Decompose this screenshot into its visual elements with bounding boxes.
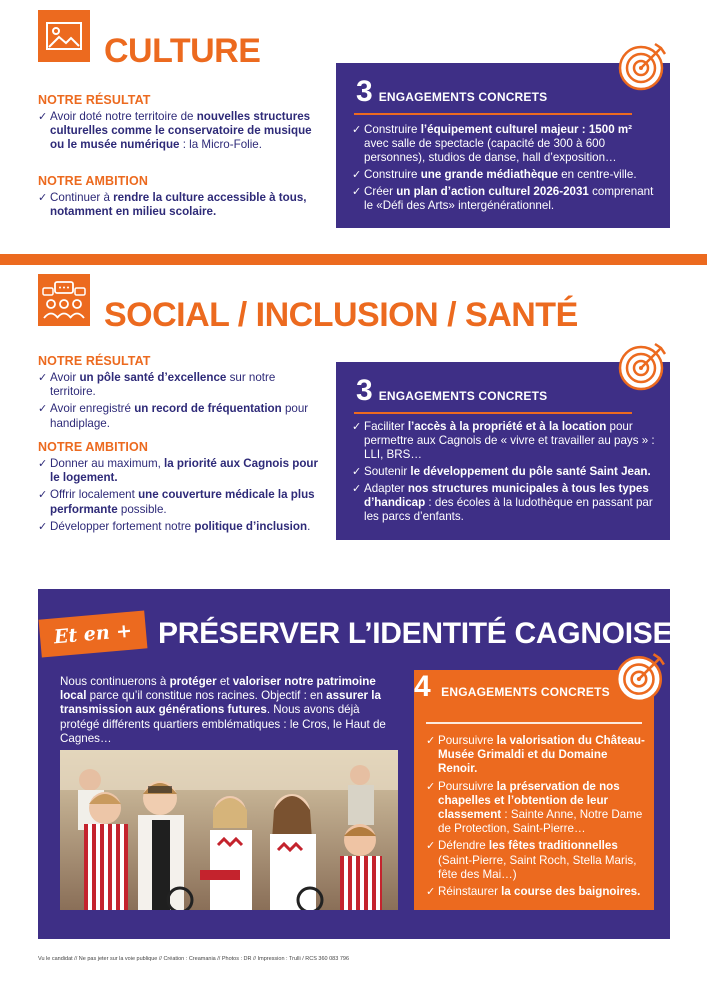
checklist-item [352,168,658,182]
body-text: Donner au maximum, [50,457,165,470]
engagements-number: 3 [356,374,373,407]
emphasis-text: politique d’inclusion [194,519,308,533]
body-text: pour permettre aux Cagnois de « vivre et travailler au pays » : LLI, BRS… [364,420,655,461]
body-text: Avoir [50,371,80,384]
body-text: Développer fortement notre [50,519,195,533]
children-parade-photo [60,750,398,910]
body-text: Créer [364,185,397,198]
emphasis-text: assurer la transmission aux générations futures [60,689,381,717]
image-icon [38,10,90,62]
emphasis-text: l’équipement culturel majeur : 1500 m² [420,123,633,136]
social-resultat-list [38,371,322,434]
section-title-social: SOCIAL / INCLUSION / SANTÉ [104,296,578,334]
checklist-item [38,457,322,485]
identite-engagements-box [414,670,654,910]
badge-text: Et en + [53,619,133,649]
people-discussion-icon [38,274,90,326]
body-text: . Nous avons déjà protégé différents quartiers emblématiques : le Cros, le Haut de Cagnes… [60,703,386,745]
culture-resultat-list [38,110,328,156]
emphasis-text: rendre la culture accessible à tous, notamment en milieu scolaire. [50,191,307,219]
checklist-item [352,482,658,524]
body-text: : des écoles à la ludothèque en passant par les parcs d’enfants. [364,496,653,523]
emphasis-text: la valorisation du Château-Musée Grimaldi et du Domaine Renoir. [438,734,645,776]
identite-intro-text [60,675,400,746]
body-text: Réinstaurer [438,885,502,899]
body-text: Nous continuerons à [60,675,170,688]
section-title-identite: PRÉSERVER L’IDENTITÉ CAGNOISE [158,617,673,650]
checklist-item [38,191,328,219]
emphasis-text: le développement du pôle santé Saint Jean. [410,465,651,478]
body-text: et [216,675,233,688]
body-text: Offrir localement [50,488,139,502]
target-icon [617,40,669,92]
body-text: Construire [364,168,421,181]
section-separator [0,254,707,265]
body-text: . [307,519,311,533]
engagements-label: ENGAGEMENTS CONCRETS [378,90,548,104]
body-text: Adapter [364,482,408,495]
body-text: (Saint-Pierre, Saint Roch, Stella Maris, fête des Mai…) [438,853,637,881]
engagements-number: 4 [414,670,431,703]
checklist-item [352,420,658,462]
checklist-item [426,885,648,899]
body-text: Construire [364,123,421,136]
body-text: pour handiplage. [50,402,309,430]
target-icon [614,650,668,704]
engagements-label: ENGAGEMENTS CONCRETS [378,389,548,403]
section-title-culture: CULTURE [104,32,261,70]
body-text: Soutenir [364,465,411,478]
footer-legal: Vu le candidat // Ne pas jeter sur la voie publique // Création : Creamania // Photos : DR // Impression : Trulli / RCS 360 083 796 [38,956,350,962]
divider [426,722,642,724]
engagements-header [356,75,547,109]
body-text: Défendre [438,839,489,853]
body-text: sur notre territoire. [50,371,276,399]
social-ambition-list [38,457,322,537]
emphasis-text: l’accès à la propriété et à la location [407,420,607,433]
checklist-item [352,465,658,479]
emphasis-text: une couverture médicale la plus performante [50,488,315,516]
emphasis-text: nouvelles structures culturelles comme le conservatoire de musique ou le musée numérique [50,110,312,152]
checklist-item [38,371,322,399]
engagements-label: ENGAGEMENTS CONCRETS [441,685,610,699]
social-resultat-heading: NOTRE RÉSULTAT [38,354,151,368]
checklist-item [38,110,328,153]
emphasis-text: une grande médiathèque [420,168,558,181]
emphasis-text: la course des baignoires. [501,885,641,899]
identite-engagements-list [426,734,648,902]
body-text: parce qu’il constitue nos racines. Objectif : en [86,689,327,703]
emphasis-text: un plan d’action culturel 2026-2031 [396,185,589,198]
emphasis-text: la priorité aux Cagnois pour le logement. [50,457,319,485]
body-text: Poursuivre [438,734,497,747]
engagements-number: 3 [356,75,373,108]
checklist-item [38,402,322,430]
culture-ambition-list [38,191,328,222]
emphasis-text: la préservation de nos chapelles et l’obtention de leur classement [438,779,620,822]
emphasis-text: nos structures municipales à tous les types d’handicap [364,482,649,509]
checklist-item [352,185,658,213]
emphasis-text: valoriser notre patrimoine local [60,675,376,703]
checklist-item [38,488,322,516]
body-text: comprenant le «Défi des Arts» intergénérationnel. [364,185,654,212]
target-icon [617,340,669,392]
body-text: : la Micro-Folie. [179,138,262,152]
checklist-item [426,780,648,837]
culture-ambition-heading: NOTRE AMBITION [38,174,148,188]
checklist-item [426,839,648,882]
body-text: Continuer à [50,191,114,204]
social-engagements-list [352,420,658,527]
divider [354,113,632,115]
emphasis-text: protéger [169,675,217,688]
checklist-item [352,123,658,165]
body-text: possible. [117,502,167,516]
emphasis-text: un record de fréquentation [134,402,282,416]
divider [354,412,632,414]
body-text: Avoir enregistré [50,402,135,416]
body-text: : Sainte Anne, Notre Dame de Protection, Saint-Pierre… [438,808,643,836]
body-text: Faciliter [364,420,408,433]
body-text: Poursuivre [438,779,497,793]
checklist-item [38,520,322,534]
body-text: en centre-ville. [557,168,637,181]
social-ambition-heading: NOTRE AMBITION [38,440,148,454]
body-text: Avoir doté notre territoire de [50,110,197,123]
body-text: avec salle de spectacle (capacité de 300 à 600 personnes), studios de danse, hall d’exposition… [364,137,617,164]
engagements-header [356,374,547,408]
emphasis-text: un pôle santé d’excellence [79,371,227,384]
culture-engagements-list [352,123,658,216]
emphasis-text: les fêtes traditionnelles [488,839,618,853]
checklist-item [426,734,648,777]
culture-resultat-heading: NOTRE RÉSULTAT [38,93,151,107]
